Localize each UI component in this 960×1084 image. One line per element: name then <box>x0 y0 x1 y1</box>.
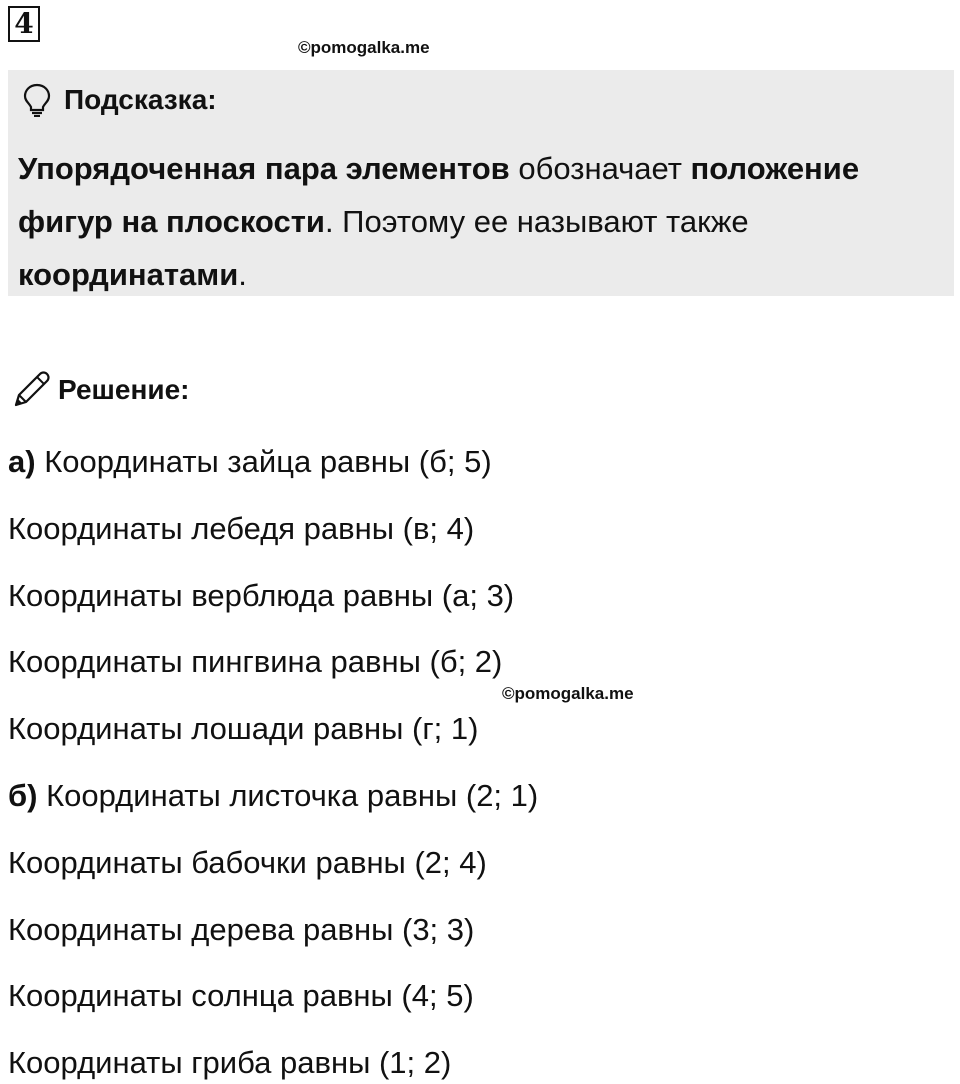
answer-line <box>8 776 538 816</box>
answer-line <box>8 976 474 1016</box>
answer-part-label: а) <box>8 444 36 479</box>
answer-text: Координаты лошади равны (г; 1) <box>8 711 479 746</box>
answer-line <box>8 1043 451 1083</box>
solution-header <box>10 370 189 410</box>
answer-line <box>8 709 478 749</box>
answer-text: Координаты пингвина равны (б; 2) <box>8 644 503 679</box>
hint-text-run: . <box>238 257 247 292</box>
answer-line <box>8 576 514 616</box>
answer-part-label: б) <box>8 778 38 813</box>
solution-title: Решение: <box>58 374 190 405</box>
answer-text: Координаты гриба равны (1; 2) <box>8 1045 452 1080</box>
hint-text-run: обозначает <box>509 151 691 186</box>
answer-line <box>8 642 502 682</box>
hint-header <box>22 82 217 118</box>
task-number-badge: 4 <box>8 6 40 42</box>
hint-text-run: . Поэтому ее называют также <box>324 204 749 239</box>
answer-text: Координаты зайца равны (б; 5) <box>35 444 492 479</box>
watermark-top: ©pomogalka.me <box>298 38 430 57</box>
answer-text: Координаты верблюда равны (а; 3) <box>8 578 515 613</box>
answer-line <box>8 509 474 549</box>
hint-text-run: координатами <box>18 257 239 292</box>
answer-text: Координаты листочка равны (2; 1) <box>37 778 539 813</box>
lightbulb-icon <box>22 83 52 117</box>
answer-text: Координаты солнца равны (4; 5) <box>8 978 474 1013</box>
watermark-middle: ©pomogalka.me <box>502 684 634 703</box>
pencil-icon <box>10 369 52 411</box>
answer-text: Координаты дерева равны (3; 3) <box>8 912 475 947</box>
answer-text: Координаты бабочки равны (2; 4) <box>8 845 487 880</box>
hint-title: Подсказка: <box>64 84 217 115</box>
hint-box <box>8 70 954 296</box>
answer-text: Координаты лебедя равны (в; 4) <box>8 511 475 546</box>
hint-text-run: Упорядоченная пара элементов <box>18 151 510 186</box>
hint-text-run: положение фигур на плоскости <box>18 151 860 239</box>
answer-line <box>8 442 492 482</box>
hint-text <box>18 142 938 301</box>
answer-line <box>8 910 474 950</box>
answer-line <box>8 843 487 883</box>
